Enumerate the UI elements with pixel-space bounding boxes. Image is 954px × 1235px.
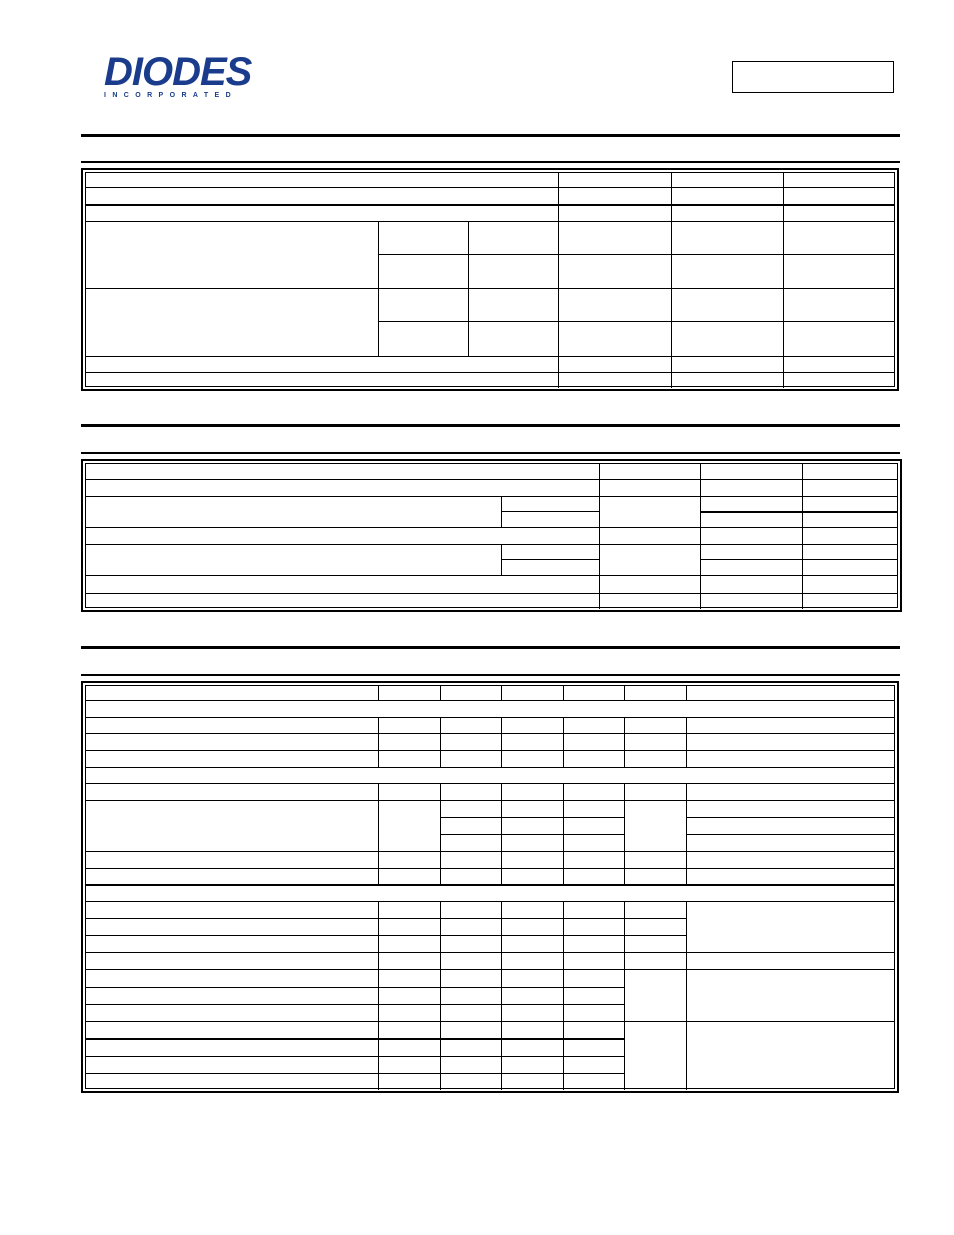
section-title-thermal [81, 427, 900, 451]
section-rule-bottom [81, 161, 900, 163]
section-rule-bottom [81, 452, 900, 454]
section-rule-bottom [81, 674, 900, 676]
section-title-electrical [81, 649, 900, 673]
logo-subtitle: INCORPORATED [104, 92, 238, 99]
thermal-characteristics-table [81, 459, 902, 612]
part-number-box [732, 61, 894, 93]
logo-wordmark: DIODES [104, 50, 252, 94]
section-title-maximum-ratings [81, 137, 900, 161]
electrical-characteristics-table [81, 681, 899, 1093]
maximum-ratings-table [81, 168, 899, 391]
company-logo [104, 52, 269, 98]
